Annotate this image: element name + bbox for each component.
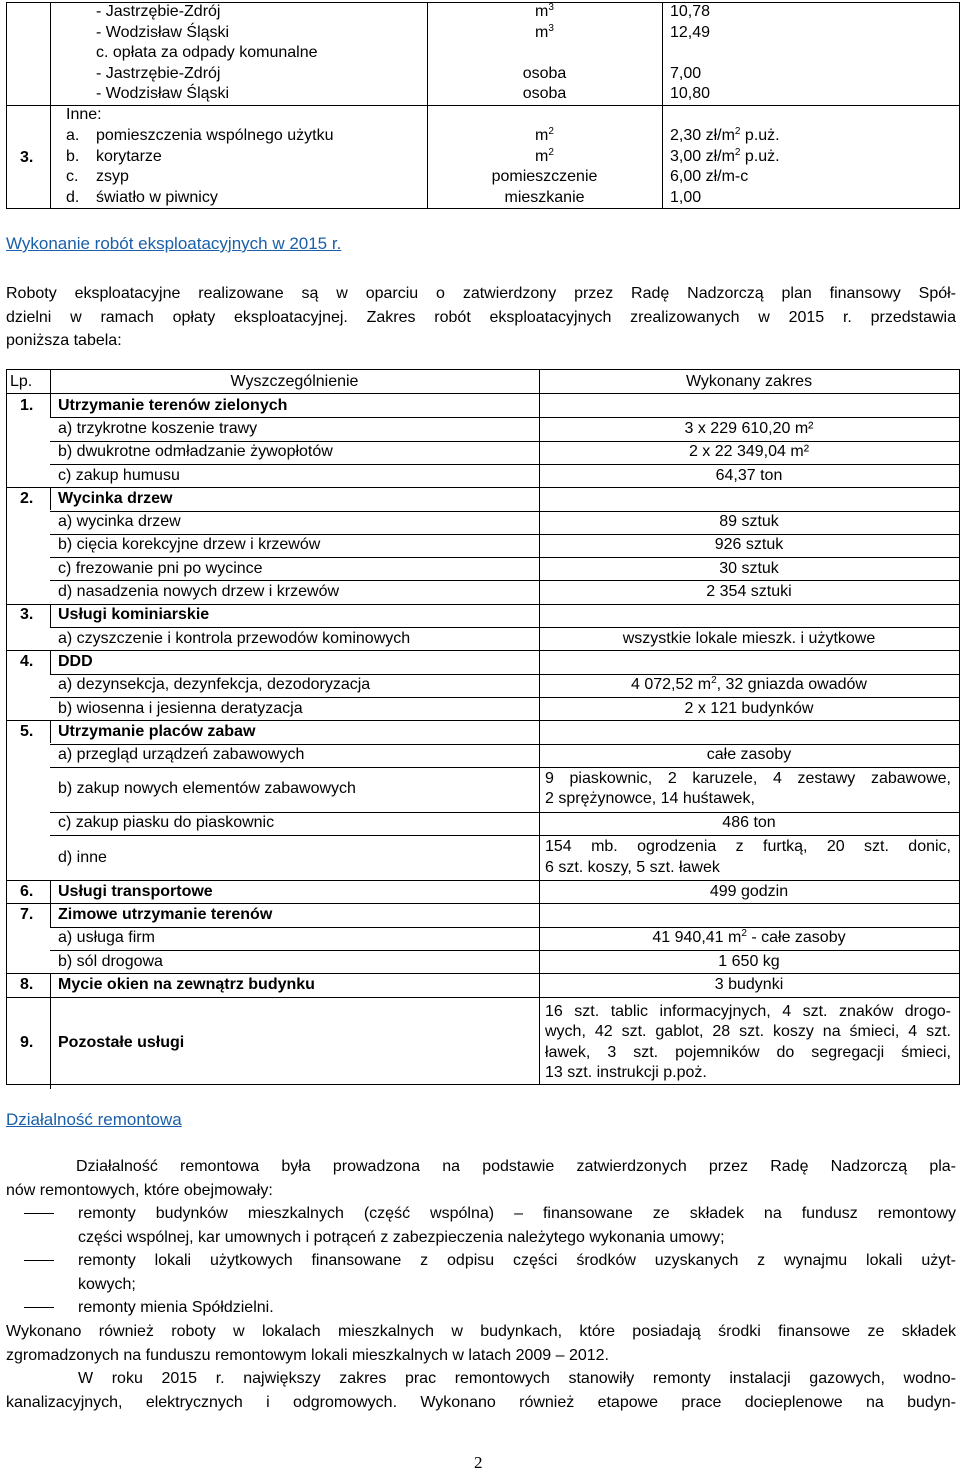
row-unit: $m^3$ — [535, 22, 554, 41]
superscript: 2 — [548, 146, 554, 158]
row-number: 7. — [20, 906, 34, 924]
row-label: - Wodzisław Śląski — [96, 23, 230, 41]
row-section-title: Pozostałe usługi — [58, 1033, 185, 1051]
column-divider — [50, 650, 51, 673]
row-scope: 2 x 22 349,04 m² — [688, 443, 810, 461]
row-item: c) frezowanie pni po wycince — [58, 559, 263, 577]
section-number: 3. — [20, 149, 34, 166]
row-unit: $m^2$ — [535, 126, 554, 144]
column-divider — [50, 394, 51, 417]
row-label: - Jastrzębie-Zdrój — [96, 64, 221, 82]
superscript: 3 — [548, 2, 554, 13]
row-letter: b. — [66, 147, 80, 165]
scope-line: ławek, 3 szt. pojemników do segregacji śmieci, — [545, 1043, 951, 1061]
scope-line: 154 mb. ogrodzenia z furtką, 20 szt. donic, — [545, 838, 951, 856]
row-section-title: Mycie okien na zewnątrz budynku — [58, 975, 315, 993]
row-number: 3. — [20, 606, 34, 624]
row-section-title: Zimowe utrzymanie terenów — [58, 906, 273, 924]
row-section-title: Utrzymanie terenów zielonych — [58, 396, 288, 414]
row-item: b) cięcia korekcyjne drzew i krzewów — [58, 536, 321, 554]
superscript: 2 — [741, 928, 747, 940]
row-unit: mieszkanie — [504, 188, 585, 206]
row-divider — [50, 835, 960, 836]
row-scope: 4 072,52 $m^2$, 32 gniazda owadów — [631, 675, 867, 694]
header-item: Wyszczególnienie — [230, 373, 359, 390]
row-unit: pomieszczenie — [491, 168, 598, 185]
row-value: 7,00 — [670, 64, 702, 82]
row-unit: osoba — [522, 64, 567, 82]
intro-line: dzielni w ramach opłaty eksploatacyjnej. Zakres robót eksploatacyjnych zrealizowanych w 2015 r. przedstawia — [6, 308, 956, 326]
row-value: 3,00 $zł/m^2$ p.uż. — [670, 146, 780, 165]
row-scope: 41 940,41 $m^2$ - całe zasoby — [652, 928, 846, 947]
row-scope: 2 354 sztuki — [706, 583, 792, 601]
bullet-line: części wspólnej, kar umownych i potrąceń z zabezpieczenia należytego wykonania umowy; — [78, 1228, 725, 1246]
row-scope: 3 budynki — [714, 975, 784, 993]
column-divider — [50, 997, 51, 1089]
header-scope: Wykonany zakres — [685, 373, 813, 390]
column-divider — [50, 973, 51, 996]
bullet-line: remonty budynków mieszkalnych (część wspólna) – finansowane ze składek na fundusz remontowy — [78, 1205, 956, 1222]
row-label: - Wodzisław Śląski — [96, 85, 230, 102]
superscript: 2 — [548, 126, 554, 137]
row-item: b) sól drogowa — [58, 952, 163, 970]
row-scope: 2 x 121 budynków — [684, 699, 814, 717]
row-unit: $m^3$ — [535, 2, 554, 20]
row-scope: 926 sztuk — [714, 536, 784, 554]
closing-paragraph — [6, 1320, 956, 1414]
superscript: 2 — [711, 675, 717, 687]
row-number: 2. — [20, 489, 34, 507]
row-item: a) usługa firm — [58, 929, 155, 947]
column-divider — [50, 880, 51, 903]
scope-line: 16 szt. tablic informacyjnych, 4 szt. znaków drogo- — [545, 1002, 951, 1020]
row-item: d) nasadzenia nowych drzew i krzewów — [58, 583, 340, 601]
column-divider — [50, 720, 51, 743]
superscript: 2 — [734, 126, 741, 137]
section-heading-renovation: Działalność remontowa — [6, 1110, 182, 1129]
renovation-paragraph — [6, 1155, 956, 1202]
bullet-list — [6, 1202, 956, 1320]
intro-paragraph — [6, 282, 956, 353]
row-section-title: Wycinka drzew — [58, 489, 173, 507]
column-divider — [50, 604, 51, 627]
row-item: a) czyszczenie i kontrola przewodów kominowych — [58, 629, 411, 647]
bullet-dash — [24, 1260, 54, 1261]
row-item: c) zakup humusu — [58, 466, 180, 484]
header-lp: Lp. — [10, 373, 33, 390]
section-heading-works: Wykonanie robót eksploatacyjnych w 2015 r. — [6, 234, 342, 253]
row-divider — [6, 650, 960, 651]
row-value: 2,30 $zł/m^2$ p.uż. — [670, 126, 780, 144]
scope-line: wych, 42 szt. gablot, 28 szt. koszy na śmieci, 4 szt. — [545, 1023, 951, 1041]
row-scope: 89 sztuk — [719, 513, 779, 531]
row-scope: 1 650 kg — [718, 952, 780, 970]
row-label: - Jastrzębie-Zdrój — [96, 3, 221, 20]
row-number: 5. — [20, 722, 34, 740]
row-item: b) zakup nowych elementów zabawowych — [58, 780, 356, 798]
intro-line: poniższa tabela: — [6, 332, 122, 349]
row-unit: osoba — [522, 85, 567, 102]
scope-line: 9 piaskownic, 2 karuzele, 4 zestawy zabawowe, — [545, 769, 951, 787]
scope-line: 2 sprężynowce, 14 huśtawek, — [545, 790, 755, 808]
bullet-dash — [24, 1213, 54, 1214]
superscript: 2 — [734, 146, 741, 158]
row-section-title: Usługi transportowe — [58, 882, 213, 900]
row-section-title: Usługi kominiarskie — [58, 606, 210, 624]
row-item: b) wiosenna i jesienna deratyzacja — [58, 699, 303, 717]
bullet-line: kowych; — [78, 1275, 136, 1293]
row-value: 10,78 — [670, 3, 711, 20]
text-line: zgromadzonych na funduszu remontowym lokali mieszkalnych w latach 2009 – 2012. — [6, 1346, 609, 1364]
row-item: a) trzykrotne koszenie trawy — [58, 419, 258, 437]
row-item: d) inne — [58, 848, 107, 866]
row-label: zsyp — [96, 168, 129, 185]
bullet-item — [6, 1249, 956, 1296]
row-scope: 64,37 ton — [715, 466, 783, 484]
row-scope: 30 sztuk — [719, 559, 779, 577]
row-number: 4. — [20, 652, 34, 670]
row-scope: wszystkie lokale mieszk. i użytkowe — [622, 629, 876, 647]
row-scope: całe zasoby — [706, 746, 792, 764]
page-number: 2 — [474, 1453, 483, 1472]
row-section-title: Utrzymanie placów zabaw — [58, 722, 256, 740]
row-scope: 486 ton — [722, 814, 776, 832]
row-label: światło w piwnicy — [96, 188, 218, 206]
row-number: 1. — [20, 396, 34, 414]
row-value: 1,00 — [670, 188, 702, 206]
row-label: c. opłata za odpady komunalne — [96, 44, 318, 61]
row-number: 9. — [20, 1033, 34, 1051]
row-value: 10,80 — [670, 85, 711, 102]
text-line: kanalizacyjnych, elektrycznych i odgromowych. Wykonano również etapowe prace docieplenowe na budyn- — [6, 1393, 956, 1411]
row-number: 8. — [20, 975, 34, 993]
text-line: Działalność remontowa była prowadzona na podstawie zatwierdzonych przez Radę Nadzorczą pla- — [76, 1158, 956, 1175]
row-item: a) wycinka drzew — [58, 513, 181, 531]
row-scope — [545, 837, 951, 878]
bullet-item — [6, 1296, 956, 1320]
scope-line: 13 szt. instrukcji p.poż. — [545, 1064, 707, 1082]
section-title: Inne: — [66, 106, 102, 123]
bullet-item — [6, 1202, 956, 1249]
row-item: c) zakup piasku do piaskownic — [58, 814, 275, 832]
row-letter: a. — [66, 127, 80, 144]
column-divider — [50, 487, 51, 510]
row-unit: $m^2$ — [535, 146, 554, 165]
row-letter: d. — [66, 188, 80, 206]
text-line: Wykonano również roboty w lokalach mieszkalnych w budynkach, które posiadają środki finansowe ze składek — [6, 1323, 956, 1340]
row-section-title: DDD — [58, 652, 93, 670]
bullet-dash — [24, 1307, 54, 1308]
text-line: W roku 2015 r. największy zakres prac remontowych stanowiły remonty instalacji gazowych, wodno- — [78, 1370, 956, 1387]
row-scope: 3 x 229 610,20 m² — [684, 419, 814, 437]
bullet-line: remonty mienia Spółdzielni. — [78, 1299, 274, 1316]
row-scope — [545, 1002, 951, 1084]
column-divider — [50, 903, 51, 926]
superscript: 3 — [548, 22, 554, 34]
row-label: korytarze — [96, 147, 162, 165]
row-scope: 499 godzin — [709, 882, 789, 900]
row-value: 12,49 — [670, 23, 711, 41]
row-scope — [545, 769, 951, 810]
bullet-line: remonty lokali użytkowych finansowane z odpisu części środków uzyskanych z wynajmu lokali użyt- — [78, 1252, 956, 1269]
scope-line: 6 szt. koszy, 5 szt. ławek — [545, 858, 720, 876]
row-value: 6,00 zł/m-c — [670, 168, 749, 185]
row-item: b) dwukrotne odmładzanie żywopłotów — [58, 443, 333, 461]
intro-line: Roboty eksploatacyjne realizowane są w oparciu o zatwierdzony przez Radę Nadzorczą plan finansowy Spół- — [6, 285, 956, 302]
row-item: a) dezynsekcja, dezynfekcja, dezodoryzacja — [58, 676, 371, 694]
row-number: 6. — [20, 882, 34, 900]
row-letter: c. — [66, 168, 79, 185]
text-line: nów remontowych, które obejmowały: — [6, 1181, 273, 1199]
row-label: pomieszczenia wspólnego użytku — [96, 127, 334, 144]
row-item: a) przegląd urządzeń zabawowych — [58, 746, 305, 764]
row-divider — [50, 767, 960, 768]
row-divider — [6, 997, 960, 998]
